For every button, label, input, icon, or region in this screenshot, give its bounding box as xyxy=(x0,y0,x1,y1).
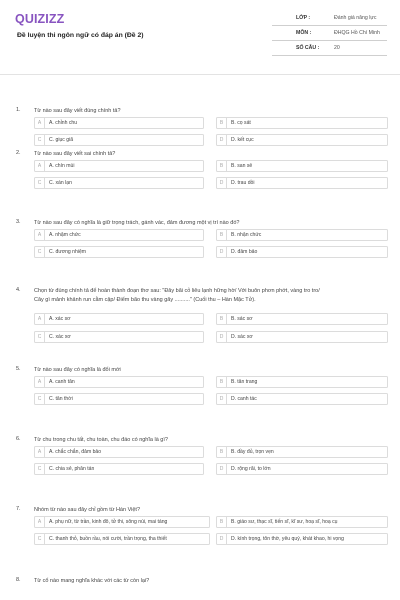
option-text: A. chỉnh chu xyxy=(49,119,78,126)
option-text: A. phụ nữ, từ trần, kinh đô, tử thi, sông núi, mai táng xyxy=(49,518,168,525)
option-letter: A xyxy=(35,517,45,528)
question-text-line: Cây gì mảnh khảnh run cằm cập/ Điểm bão thu vàng gãy .........." (Cuối thu – Hàn Mặc Tử). xyxy=(34,296,256,303)
meta-key: LỚP : xyxy=(296,15,311,21)
question-number: 3. xyxy=(16,219,21,225)
option-text: C. chia sẻ, phân tán xyxy=(49,466,95,472)
answer-option-d[interactable] xyxy=(216,331,388,343)
option-text: D. canh tác xyxy=(231,396,257,402)
option-text: C. tân thời xyxy=(49,396,73,402)
meta-key: MÔN : xyxy=(296,30,312,36)
quizizz-logo: QUIZIZZ xyxy=(15,12,65,26)
option-text: D. kính trọng, tôn thờ, yêu quý, khát khao, hi vọng xyxy=(231,536,344,542)
worksheet-header xyxy=(0,0,400,74)
answer-option-b[interactable] xyxy=(216,160,388,172)
question-text xyxy=(34,219,390,228)
option-text: A. chắc chắn, đảm bảo xyxy=(49,448,102,455)
answer-option-a[interactable] xyxy=(34,160,204,172)
question-number: 8. xyxy=(16,577,21,583)
answer-option-a[interactable] xyxy=(34,229,204,241)
option-text: D. trau dồi xyxy=(231,180,255,186)
option-text: B. nhận chức xyxy=(231,231,262,238)
question-number: 7. xyxy=(16,506,21,512)
option-text: D. sác xơ xyxy=(231,333,253,340)
option-letter: B xyxy=(217,517,227,528)
answer-option-c[interactable] xyxy=(34,246,204,258)
option-letter: C xyxy=(35,534,45,545)
answer-option-c[interactable] xyxy=(34,463,204,475)
option-text: D. rộng rãi, to lớn xyxy=(231,466,271,472)
option-letter: B xyxy=(217,447,227,458)
question-text-line: Từ nào sau đây viết đúng chính tả? xyxy=(34,108,121,114)
question-number: 1. xyxy=(16,107,21,113)
option-text: C. đương nhiệm xyxy=(49,249,87,255)
answer-option-d[interactable] xyxy=(216,134,388,146)
option-text: B. sác sơ xyxy=(231,315,253,322)
question-text xyxy=(34,577,390,586)
option-letter: C xyxy=(35,332,45,343)
option-letter: A xyxy=(35,377,45,388)
question-number: 2. xyxy=(16,150,21,156)
answer-option-b[interactable] xyxy=(216,446,388,458)
answer-option-a[interactable] xyxy=(34,376,204,388)
question-text-line: Từ chu trong chu tất, chu toàn, chu đáo có nghĩa là gì? xyxy=(34,437,168,443)
answer-option-a[interactable] xyxy=(34,313,204,325)
option-text: A. chín mùi xyxy=(49,162,75,169)
answer-option-c[interactable] xyxy=(34,533,210,545)
meta-value: Đánh giá năng lực xyxy=(334,15,377,21)
option-text: C. xác xơ xyxy=(49,333,71,340)
option-letter: A xyxy=(35,230,45,241)
option-letter: D xyxy=(217,464,227,475)
question-text xyxy=(34,366,390,375)
question-text-line: Từ nào sau đây có nghĩa là giữ trọng trách, gánh vác, đảm đương một vị trí nào đó? xyxy=(34,220,240,226)
answer-option-c[interactable] xyxy=(34,331,204,343)
meta-key: SỐ CÂU : xyxy=(296,45,320,51)
answer-option-d[interactable] xyxy=(216,533,388,545)
question-text-line: Từ cổ nào mang nghĩa khác với các từ còn lại? xyxy=(34,578,150,584)
answer-option-d[interactable] xyxy=(216,246,388,258)
option-letter: B xyxy=(217,377,227,388)
option-letter: D xyxy=(217,135,227,146)
answer-option-b[interactable] xyxy=(216,313,388,325)
option-letter: D xyxy=(217,534,227,545)
option-text: B. cọ sát xyxy=(231,119,251,126)
option-text: B. san sẻ xyxy=(231,162,253,169)
answer-option-c[interactable] xyxy=(34,393,204,405)
option-letter: B xyxy=(217,118,227,129)
meta-value: ĐHQG Hồ Chí Minh xyxy=(334,30,380,36)
option-letter: D xyxy=(217,394,227,405)
option-text: C. thanh thỏ, buồn rầu, nói cười, trần trọng, tha thiết xyxy=(49,536,167,542)
option-text: B. đầy đủ, trọn vẹn xyxy=(231,448,274,455)
option-letter: A xyxy=(35,314,45,325)
question-number: 6. xyxy=(16,436,21,442)
meta-row-subject xyxy=(272,27,387,41)
option-text: B. tân trang xyxy=(231,378,258,385)
answer-option-c[interactable] xyxy=(34,177,204,189)
option-text: A. canh tân xyxy=(49,378,75,385)
option-text: D. kết cục xyxy=(231,137,254,143)
meta-row-class xyxy=(272,12,387,26)
option-letter: A xyxy=(35,447,45,458)
option-letter: A xyxy=(35,161,45,172)
option-letter: C xyxy=(35,464,45,475)
option-letter: D xyxy=(217,332,227,343)
option-letter: C xyxy=(35,135,45,146)
answer-option-d[interactable] xyxy=(216,463,388,475)
answer-option-b[interactable] xyxy=(216,229,388,241)
question-number: 4. xyxy=(16,287,21,293)
option-text: C. giục giã xyxy=(49,137,74,143)
answer-option-b[interactable] xyxy=(216,117,388,129)
option-letter: B xyxy=(217,161,227,172)
meta-value: 20 xyxy=(334,45,340,51)
option-letter: D xyxy=(217,247,227,258)
question-text xyxy=(34,107,390,116)
answer-option-b[interactable] xyxy=(216,516,388,528)
question-text xyxy=(34,150,390,159)
meta-row-question-count xyxy=(272,42,387,56)
answer-option-d[interactable] xyxy=(216,393,388,405)
question-text xyxy=(34,506,390,515)
option-letter: B xyxy=(217,230,227,241)
option-text: B. giáo sư, thạc sĩ, tiến sĩ, kĩ sư, hoạ sĩ, hoạ cụ xyxy=(231,518,338,525)
question-text-line: Chọn từ đúng chính tả để hoàn thành đoạn thơ sau: "Đây bãi cỏ liêu lạnh hững hờ/ Với buôn phơn phớt, vàng tro tro/ xyxy=(34,288,320,294)
question-text xyxy=(34,287,390,304)
question-text xyxy=(34,436,390,445)
answer-option-d[interactable] xyxy=(216,177,388,189)
option-letter: D xyxy=(217,178,227,189)
option-text: D. đảm bảo xyxy=(231,249,258,255)
question-number: 5. xyxy=(16,366,21,372)
answer-option-c[interactable] xyxy=(34,134,204,146)
option-letter: B xyxy=(217,314,227,325)
option-letter: C xyxy=(35,394,45,405)
question-text-line: Từ nào sau đây có nghĩa là đổi mới xyxy=(34,367,121,373)
question-text-line: Nhóm từ nào sau đây chỉ gồm từ Hán Việt? xyxy=(34,507,141,513)
answer-option-a[interactable] xyxy=(34,516,210,528)
answer-option-a[interactable] xyxy=(34,446,204,458)
option-text: A. xác sơ xyxy=(49,315,71,322)
option-text: A. nhậm chức xyxy=(49,231,81,238)
header-divider xyxy=(0,74,400,75)
option-letter: C xyxy=(35,247,45,258)
option-letter: C xyxy=(35,178,45,189)
answer-option-a[interactable] xyxy=(34,117,204,129)
page-title: Đề luyện thi ngôn ngữ có đáp án (Đề 2) xyxy=(17,32,144,39)
option-text: C. xán lạn xyxy=(49,180,72,186)
answer-option-b[interactable] xyxy=(216,376,388,388)
option-letter: A xyxy=(35,118,45,129)
question-text-line: Từ nào sau đây viết sai chính tả? xyxy=(34,151,116,157)
